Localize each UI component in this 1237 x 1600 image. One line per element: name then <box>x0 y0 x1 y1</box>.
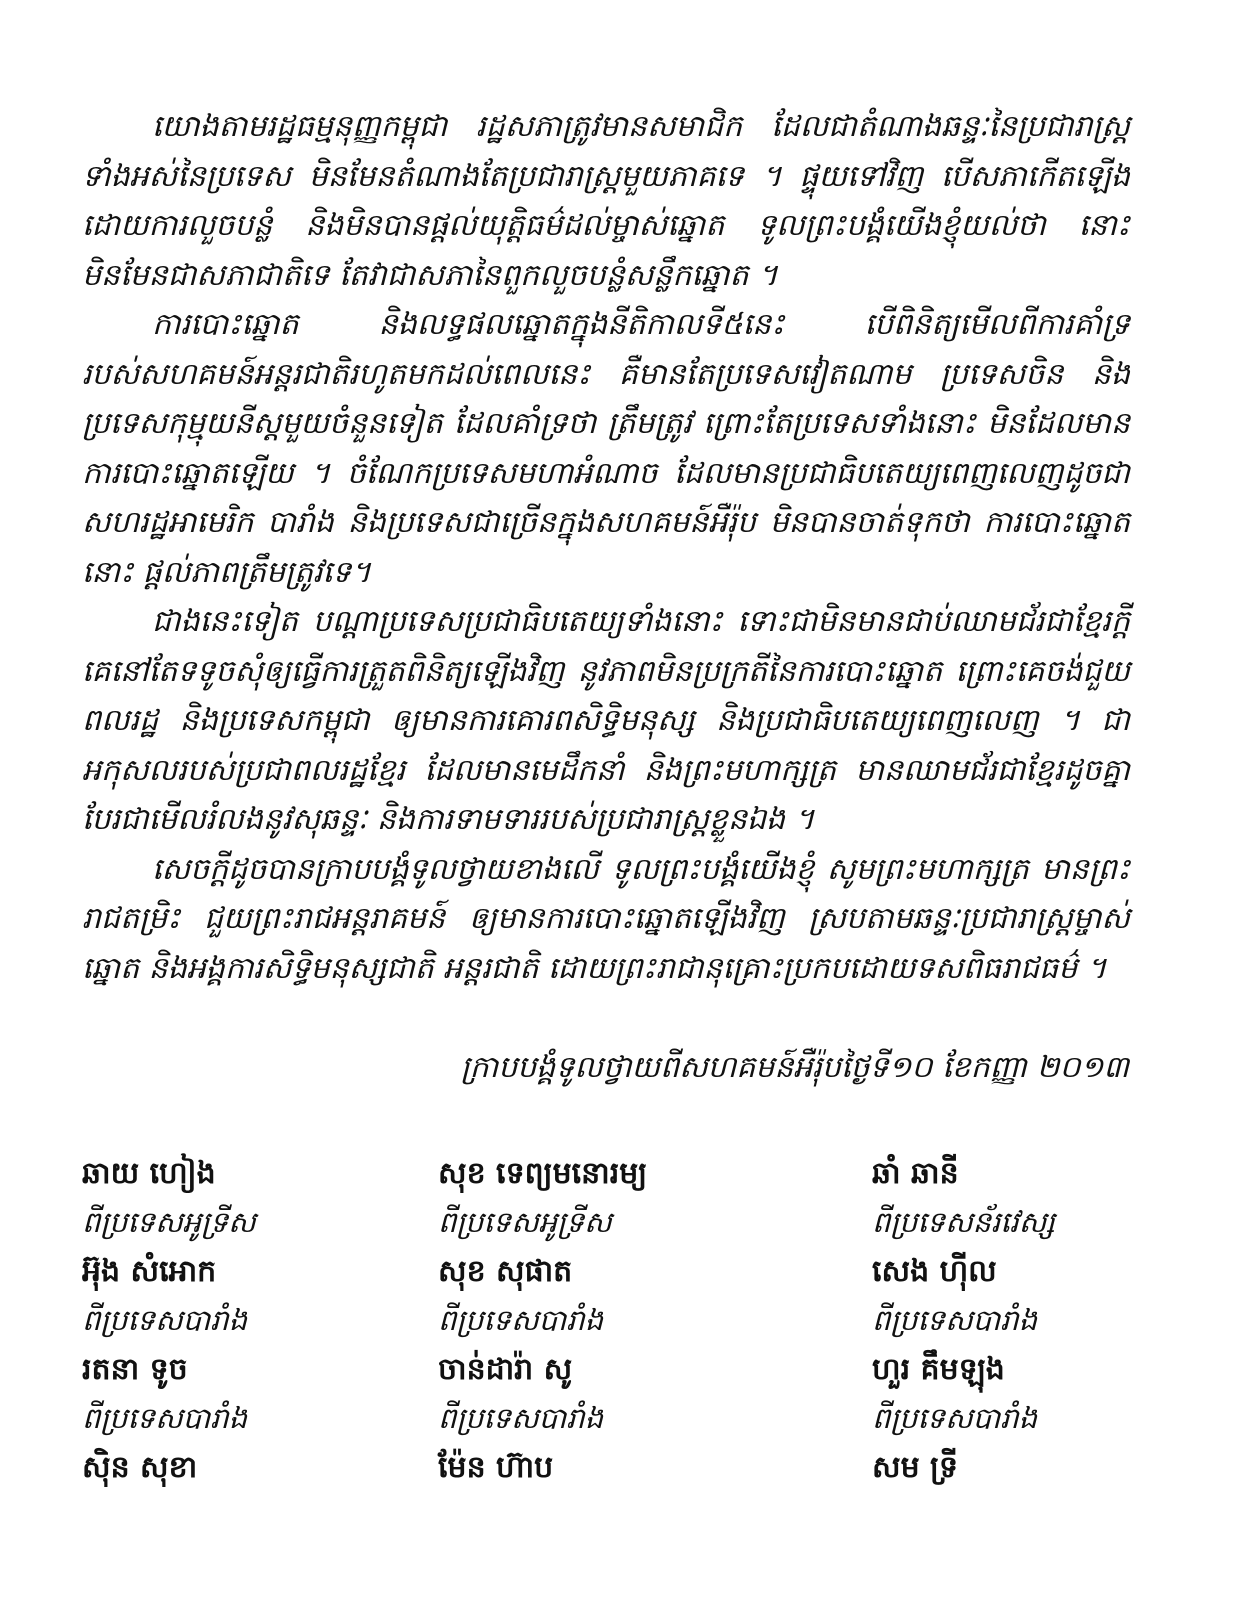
signer-country: ពីប្រទេសបារាំង <box>438 1303 604 1337</box>
signature <box>872 1444 1212 1492</box>
signer-name: អ៊ុង សំអោក <box>82 1254 217 1289</box>
signer-country: ពីប្រទេសបារាំង <box>872 1303 1038 1337</box>
signer-country: ពីប្រទេសអូទ្រីស <box>82 1205 256 1239</box>
closing-line: ក្រាបបង្គំទូលថ្វាយពីសហគមន៍អឺរ៉ុបថ្ងៃទី១០ ខែកញ្ញា ២០១៣ <box>460 1050 1129 1085</box>
paragraph-1: យោងតាមរដ្ឋធម្មនុញ្ញកម្ពុជា រដ្ឋសភាត្រូវមានសមាជិក ដែលជាតំណាងឆន្ទៈនៃប្រជារាស្ត្រ ទាំងអស់នៃប្រទេស មិនមែនតំណាងតែប្រជារាស្ត្រមួយភាគទេ ។ ផ្ទុយទៅវិញ បើសភាកើតឡើងដោយការលួចបន្លំ និងមិនបានផ្តល់យុត្តិធម៌ដល់ម្ចាស់ឆ្នោត ទូលព្រះបង្គំយើងខ្ញុំយល់ថា នោះមិនមែនជាសភាជាតិទេ តែវាជាសភានៃពួកលួចបន្លំសន្លឹកឆ្នោត ។ <box>82 109 1130 293</box>
signature <box>82 1248 422 1344</box>
signer-country: ពីប្រទេសបារាំង <box>82 1303 248 1337</box>
signature <box>872 1150 1212 1246</box>
signer-name: ឆាំ ឆានី <box>872 1156 959 1191</box>
signer-country: ពីប្រទេសបារាំង <box>872 1401 1038 1435</box>
signer-country: ពីប្រទេសន័រវេស្ស <box>872 1205 1055 1239</box>
signature <box>438 1346 778 1442</box>
signer-name: ហួរ គឹមឡុង <box>872 1352 1005 1387</box>
signer-name: រតនា ទូច <box>82 1352 188 1387</box>
signer-name: សុខ សុផាត <box>438 1254 573 1289</box>
signature-row <box>82 1346 1182 1442</box>
signature <box>82 1150 422 1246</box>
signature <box>872 1248 1212 1344</box>
signer-name: ចាន់ដារ៉ា សូ <box>438 1352 573 1387</box>
signer-name: ស៊ិន សុខា <box>82 1450 198 1485</box>
signer-country: ពីប្រទេសបារាំង <box>438 1401 604 1435</box>
signature-row <box>82 1248 1182 1344</box>
signature-row <box>82 1444 1182 1540</box>
paragraph-2: ការបោះឆ្នោត និងលទ្ធផលឆ្នោតក្នុងនីតិកាលទី៥នេះ បើពិនិត្យមើលពីការគាំទ្ររបស់សហគមន៍អន្តរជាតិរហូតមកដល់ពេលនេះ គឺមានតែប្រទេសវៀតណាម ប្រទេសចិន និងប្រទេសកុម្មុយនីស្តមួយចំនួនទៀត ដែលគាំទ្រថា ត្រឹមត្រូវ ព្រោះតែប្រទេសទាំងនោះ មិនដែលមានការបោះឆ្នោតឡើយ ។ ចំណែកប្រទេសមហាអំណាច ដែលមានប្រជាធិបតេយ្យពេញលេញដូចជា សហរដ្ឋអាមេរិក បារាំង និងប្រទេសជាច្រើនក្នុងសហគមន៍អឺរ៉ុប មិនបានចាត់ទុកថា ការបោះឆ្នោតនោះ ផ្តល់ភាពត្រឹមត្រូវទេ។ <box>82 307 1130 590</box>
signer-country: ពីប្រទេសបារាំង <box>82 1401 248 1435</box>
letter-body <box>82 102 1130 993</box>
paragraph-4: សេចក្តីដូចបានក្រាបបង្គំទូលថ្វាយខាងលើ ទូលព្រះបង្គំយើងខ្ញុំ សូមព្រះមហាក្សត្រ មានព្រះរាជតម្រិះ ជួយព្រះរាជអន្តរាគមន៍ ឲ្យមានការបោះឆ្នោតឡើងវិញ ស្របតាមឆន្ទៈប្រជារាស្ត្រម្ចាស់ឆ្នោត និងអង្គការសិទ្ធិមនុស្សជាតិ អន្តរជាតិ ដោយព្រះរាជានុគ្រោះប្រកបដោយទសពិធរាជធម៌ ។ <box>82 851 1130 986</box>
signer-name: ម៉ែន ហ៊ាប <box>438 1450 554 1485</box>
signature <box>438 1444 778 1492</box>
signer-name: សេង ហ៊ីល <box>872 1254 997 1289</box>
signer-name: ឆាយ ហៀង <box>82 1156 216 1191</box>
signature <box>82 1444 422 1492</box>
signature <box>438 1248 778 1344</box>
paragraph-3: ជាងនេះទៀត បណ្តាប្រទេសប្រជាធិបតេយ្យទាំងនោះ ទោះជាមិនមានជាប់ឈាមជ័រជាខ្មែរក្តី គេនៅតែទទូចសុំឲ្យធ្វើការត្រួតពិនិត្យឡើងវិញ នូវភាពមិនប្រក្រតីនៃការបោះឆ្នោត ព្រោះគេចង់ជួយពលរដ្ឋ និងប្រទេសកម្ពុជា ឲ្យមានការគោរពសិទ្ធិមនុស្ស និងប្រជាធិបតេយ្យពេញលេញ ។ ជាអកុសលរបស់ប្រជាពលរដ្ឋខ្មែរ ដែលមានមេដឹកនាំ និងព្រះមហាក្សត្រ មានឈាមជ័រជាខ្មែរដូចគ្នា បែរជាមើលរំលងនូវសុឆន្ទៈ និងការទាមទាររបស់ប្រជារាស្ត្រខ្លួនឯង ។ <box>82 604 1130 837</box>
signer-name: សុខ ទេព្យមនោរម្យ <box>438 1156 648 1191</box>
signature <box>438 1150 778 1246</box>
signature <box>82 1346 422 1442</box>
signature <box>872 1346 1212 1442</box>
signer-country: ពីប្រទេសអូទ្រីស <box>438 1205 612 1239</box>
signer-name: សម ទ្រី <box>872 1450 959 1485</box>
signature-row <box>82 1150 1182 1246</box>
